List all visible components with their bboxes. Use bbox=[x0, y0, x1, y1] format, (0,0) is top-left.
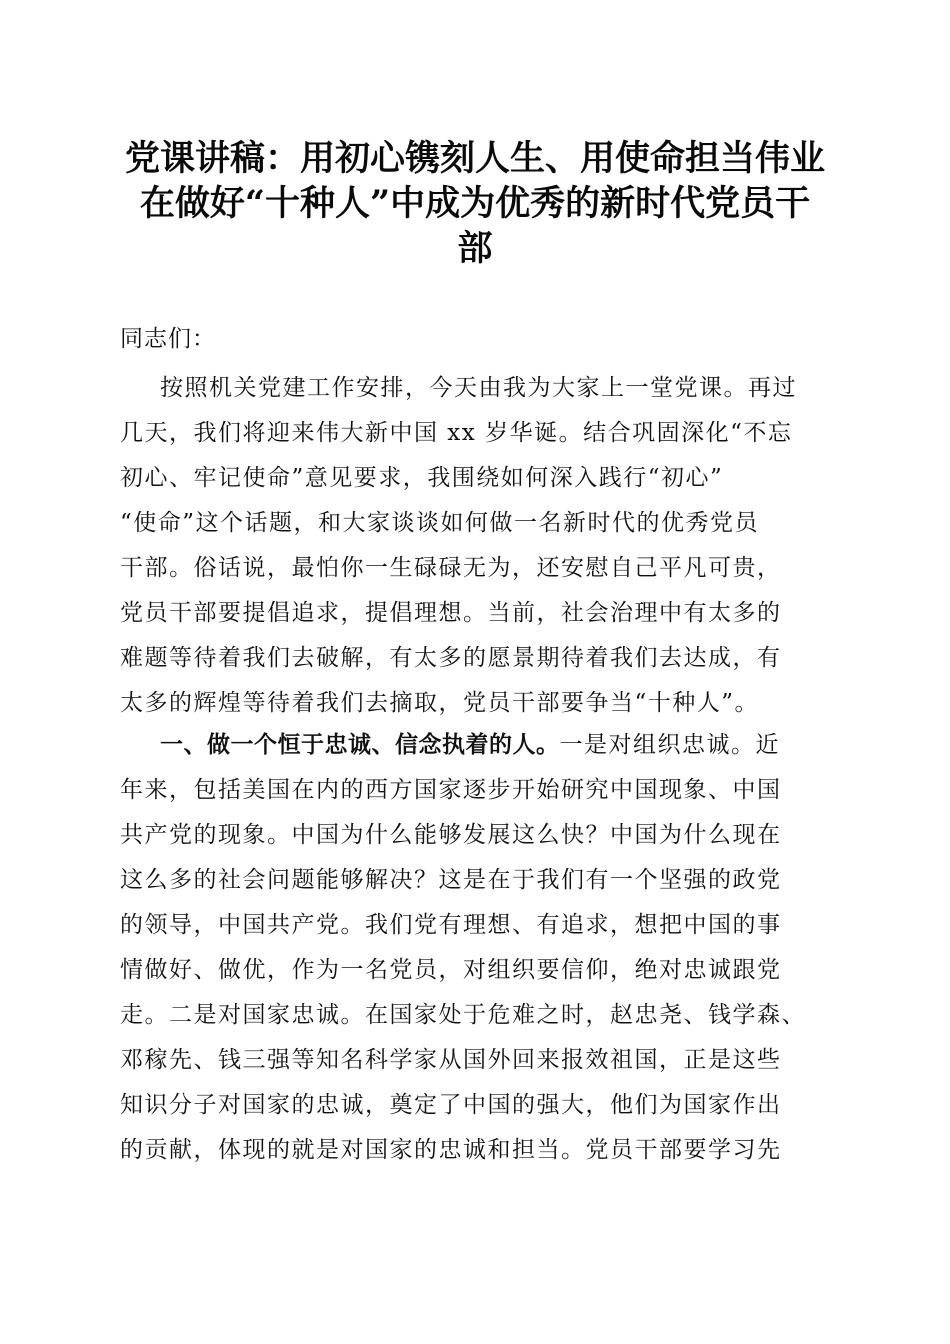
text-line: 共产党的现象。中国为什么能够发展这么快？中国为什么现在 bbox=[120, 822, 782, 848]
title-line: 在做好“十种人”中成为优秀的新时代党员干 bbox=[139, 183, 811, 224]
text-line: 年来，包括美国在内的西方国家逐步开始研究中国现象、中国 bbox=[120, 777, 782, 803]
text-line: 的领导，中国共产党。我们党有理想、有追求，想把中国的事 bbox=[120, 912, 782, 938]
text-line: 邓稼先、钱三强等知名科学家从国外回来报效祖国，正是这些 bbox=[120, 1047, 782, 1073]
text-line: 太多的辉煌等待着我们去摘取，党员干部要争当“十种人”。 bbox=[120, 690, 760, 716]
text-line: 的贡献，体现的就是对国家的忠诚和担当。党员干部要学习先 bbox=[120, 1137, 782, 1163]
text-line: 党员干部要提倡追求，提倡理想。当前，社会治理中有太多的 bbox=[120, 600, 782, 626]
salutation: 同志们： bbox=[120, 326, 216, 352]
text-line: 走。二是对国家忠诚。在国家处于危难之时，赵忠尧、钱学森、 bbox=[120, 1002, 806, 1028]
text-line: 情做好、做优，作为一名党员，对组织要信仰，绝对忠诚跟党 bbox=[120, 957, 782, 983]
text-line: 这么多的社会问题能够解决？这是在于我们有一个坚强的政党 bbox=[120, 867, 782, 893]
document-title bbox=[110, 136, 840, 271]
text-line: 干部。俗话说，最怕你一生碌碌无为，还安慰自己平凡可贵， bbox=[120, 555, 782, 581]
text-line bbox=[120, 723, 840, 768]
text-line: 知识分子对国家的忠诚，奠定了中国的强大，他们为国家作出 bbox=[120, 1092, 782, 1118]
text-line: “使命”这个话题，和大家谈谈如何做一名新时代的优秀党员 bbox=[120, 510, 760, 536]
title-line: 党课讲稿：用初心镌刻人生、用使命担当伟业 bbox=[124, 138, 825, 179]
text-line: 按照机关党建工作安排，今天由我为大家上一堂党课。再过 bbox=[160, 375, 797, 401]
text-line: 几天，我们将迎来伟大新中国 xx 岁华诞。结合巩固深化“不忘 bbox=[120, 420, 793, 446]
text-line: 初心、牢记使命”意见要求，我围绕如何深入践行“初心” bbox=[120, 465, 724, 491]
section-heading: 一、做一个恒于忠诚、信念执着的人。 bbox=[160, 732, 560, 758]
section-heading-rest: 一是对组织忠诚。近 bbox=[559, 732, 780, 758]
text-line: 难题等待着我们去破解，有太多的愿景期待着我们去达成，有 bbox=[120, 645, 782, 671]
paragraph-section-one bbox=[120, 723, 840, 1173]
title-line: 部 bbox=[457, 228, 493, 269]
paragraph-intro bbox=[120, 366, 840, 726]
